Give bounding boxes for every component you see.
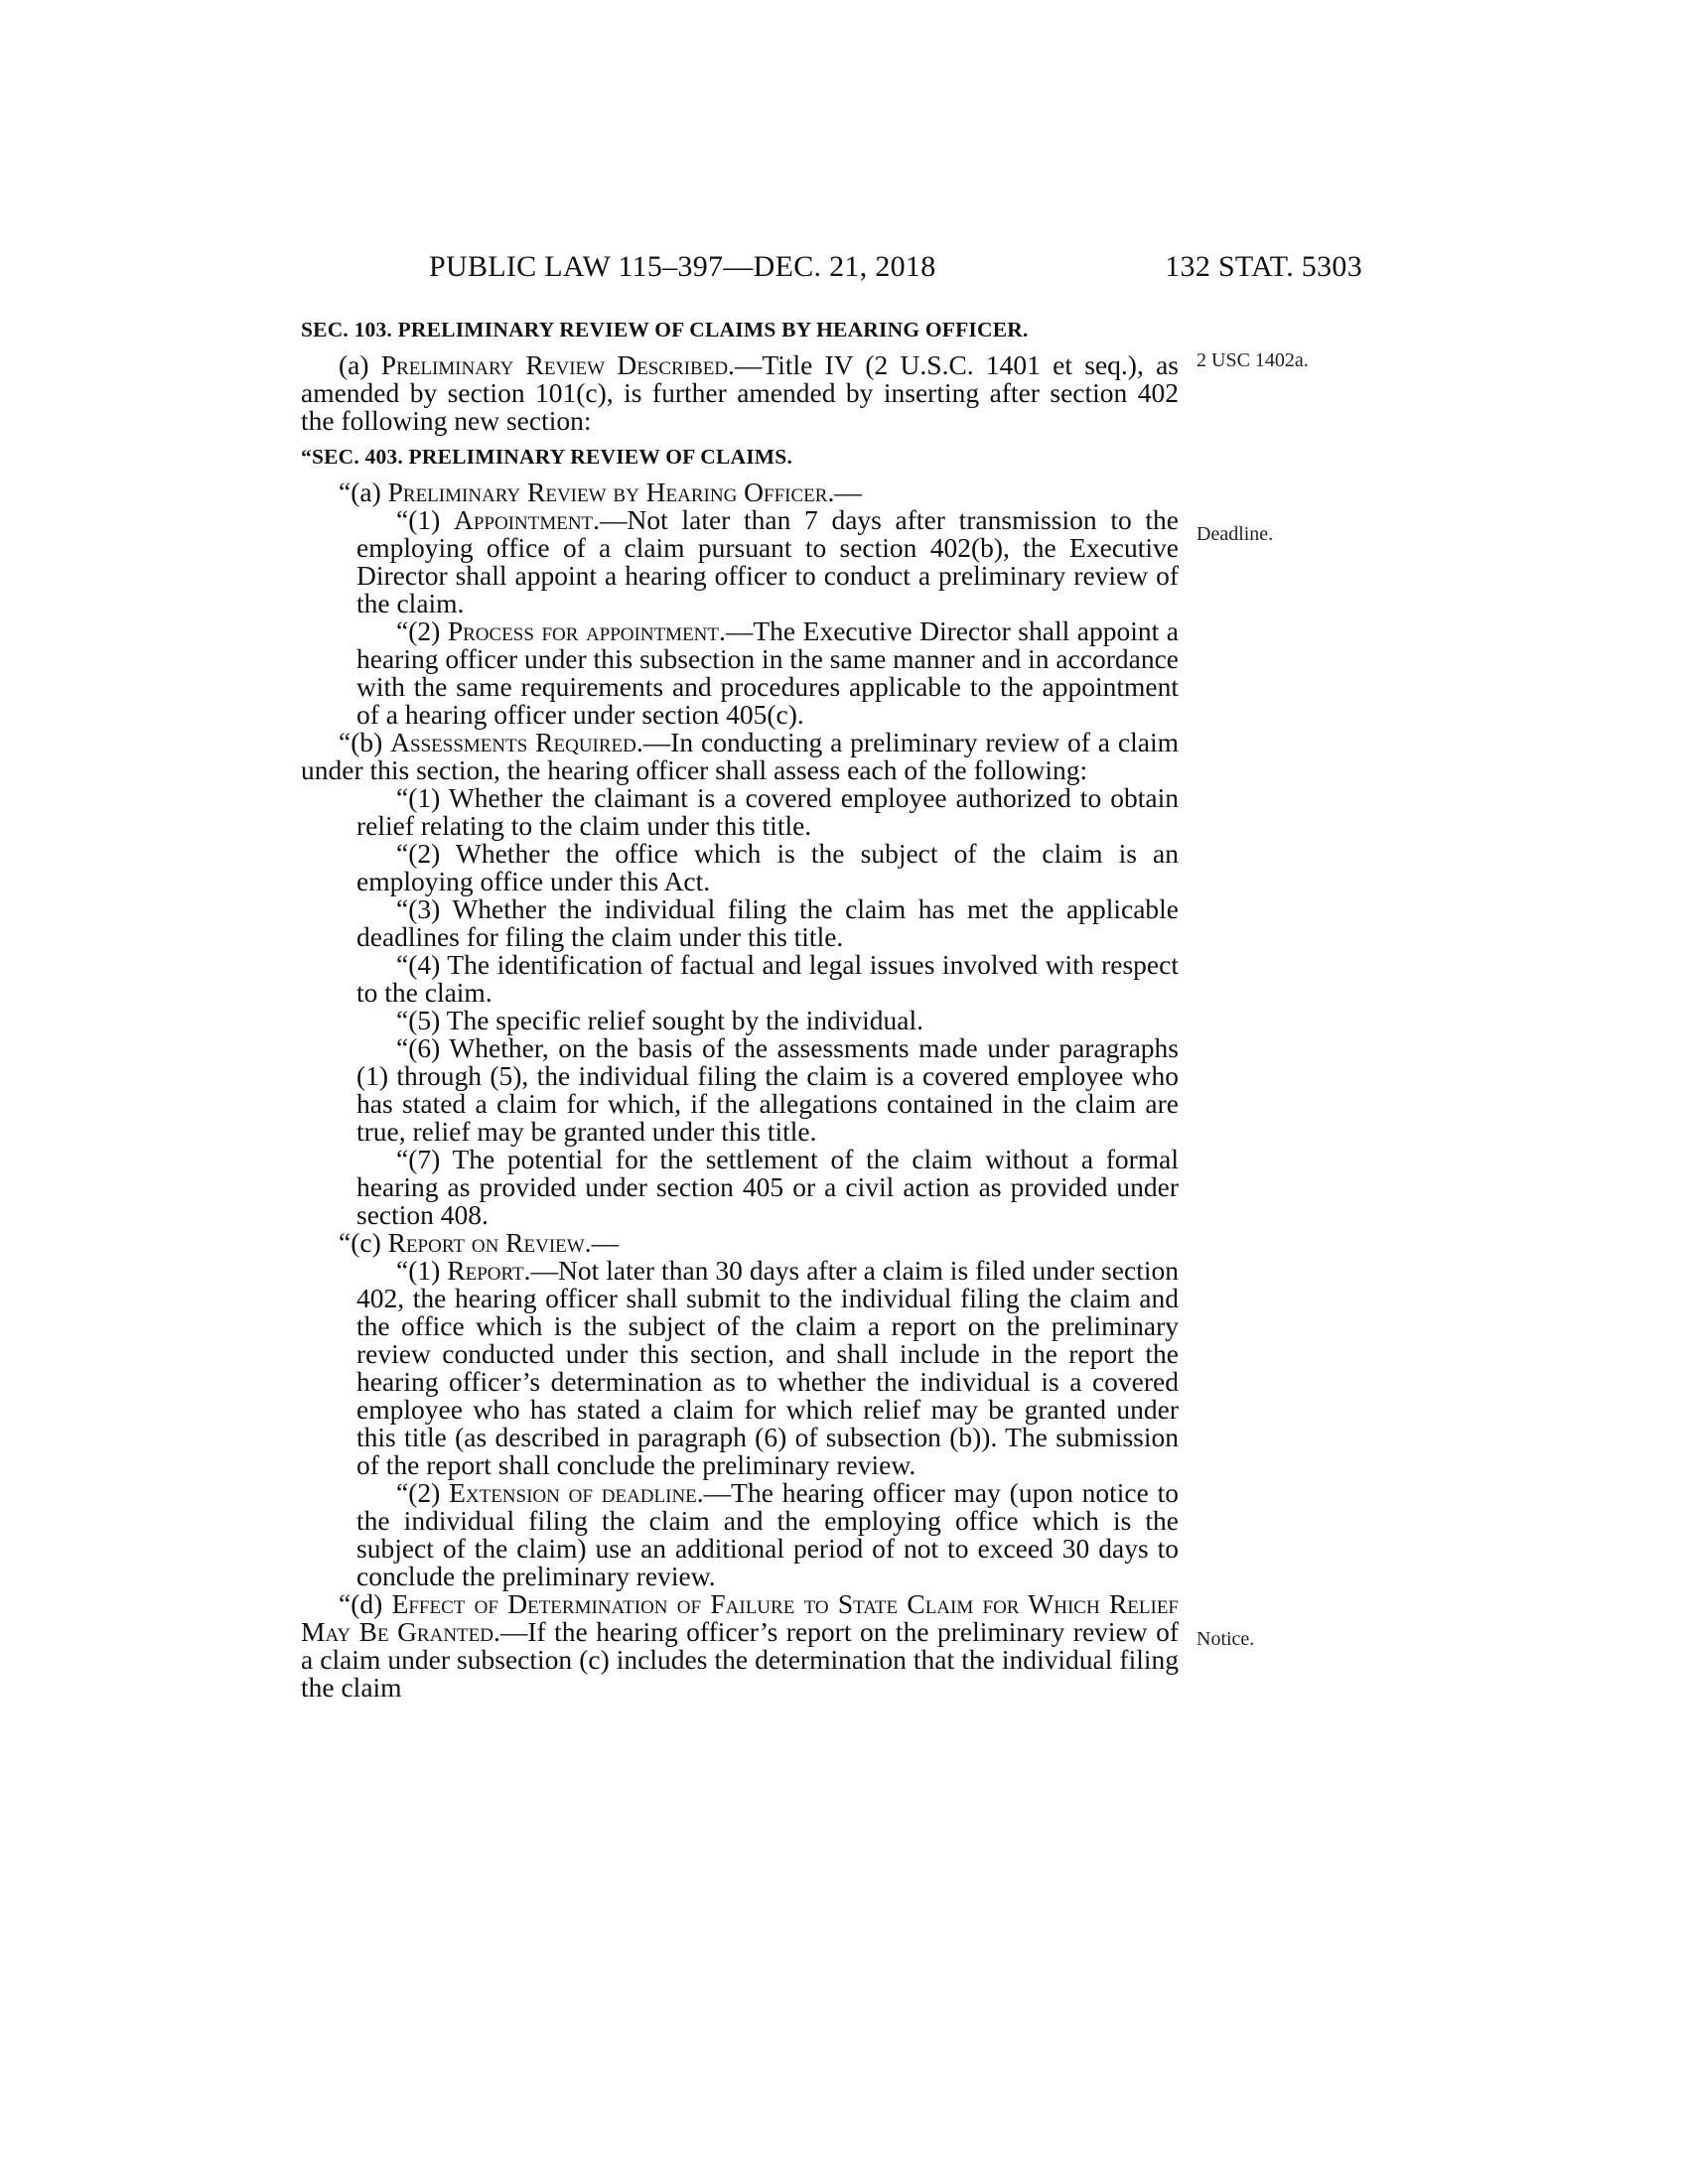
section-403-b5-paragraph: “(5) The specific relief sought by the individual. [396,1005,923,1035]
section-403-a-caption: Preliminary Review by Hearing Officer. [387,477,835,507]
section-403-c2-paragraph: “(2) Extension of deadline.—The hearing officer may (upon notice to the individual filing the claim and the employing office which is the subject of the claim) use an additional period of not to exceed 30 days to conclude the preliminary review. [356,1477,1179,1591]
section-103-heading: SEC. 103. PRELIMINARY REVIEW OF CLAIMS BY HEARING OFFICER. [301,318,1029,341]
running-head-stat-page: 132 STAT. 5303 [1165,250,1362,283]
section-403-b-paragraph: “(b) Assessments Required.—In conducting a preliminary review of a claim under this section, the hearing officer shall assess each of the following: [301,727,1179,785]
section-403-a-paragraph: “(a) Preliminary Review by Hearing Officer.— [339,477,862,507]
margin-note-usc: 2 USC 1402a. [1196,349,1309,371]
section-403-b3-paragraph: “(3) Whether the individual filing the claim has met the applicable deadlines for filing the claim under this title. [356,893,1179,952]
section-103-a-caption: Preliminary Review Described. [380,349,735,380]
section-103-a-paragraph: (a) Preliminary Review Described.—Title IV (2 U.S.C. 1401 et seq.), as amended by section 101(c), is further amended by inserting after section 402 the following new section: [301,349,1179,436]
section-403-a1-paragraph: “(1) Appointment.—Not later than 7 days after transmission to the employing office of a claim pursuant to section 402(b), the Executive Director shall appoint a hearing officer to conduct a preliminary review of the claim. [356,504,1179,618]
running-head-title: PUBLIC LAW 115–397—DEC. 21, 2018 [429,250,936,283]
margin-note-deadline: Deadline. [1196,523,1274,545]
running-head [429,250,1362,290]
section-403-b2-paragraph: “(2) Whether the office which is the subject of the claim is an employing office under this Act. [356,838,1179,896]
section-403-b6-paragraph: “(6) Whether, on the basis of the assessments made under paragraphs (1) through (5), the individual filing the claim is a covered employee who has stated a claim for which, if the allegations contained in the claim are true, relief may be granted under this title. [356,1032,1179,1147]
section-403-d-paragraph: “(d) Effect of Determination of Failure to State Claim for Which Relief May Be Granted.—If the hearing officer’s report on the preliminary review of a claim under subsection (c) includes the determination that the individual filing the claim [301,1588,1179,1703]
document-body [301,316,1179,1702]
section-403-c-paragraph: “(c) Report on Review.— [339,1227,620,1258]
section-403-c1-paragraph: “(1) Report.—Not later than 30 days after a claim is filed under section 402, the hearing officer shall submit to the individual filing the claim and the office which is the subject of the claim a report on the preliminary review conducted under this section, and shall include in the report the hearing officer’s determination as to whether the individual is a covered employee who has stated a claim for which relief may be granted under this title (as described in paragraph (6) of subsection (b)). The submission of the report shall conclude the preliminary review. [356,1255,1179,1480]
section-403-b1-paragraph: “(1) Whether the claimant is a covered employee authorized to obtain relief relating to the claim under this title. [356,782,1179,841]
section-403-b4-paragraph: “(4) The identification of factual and legal issues involved with respect to the claim. [356,949,1179,1008]
section-403-a2-paragraph: “(2) Process for appointment.—The Executive Director shall appoint a hearing officer under this subsection in the same manner and in accordance with the same requirements and procedures applicable to the appointment of a hearing officer under section 405(c). [356,615,1179,730]
margin-note-notice: Notice. [1196,1628,1255,1650]
section-403-heading: “SEC. 403. PRELIMINARY REVIEW OF CLAIMS. [301,445,793,469]
section-403-b7-paragraph: “(7) The potential for the settlement of the claim without a formal hearing as provided under section 405 or a civil action as provided under section 408. [356,1144,1179,1230]
